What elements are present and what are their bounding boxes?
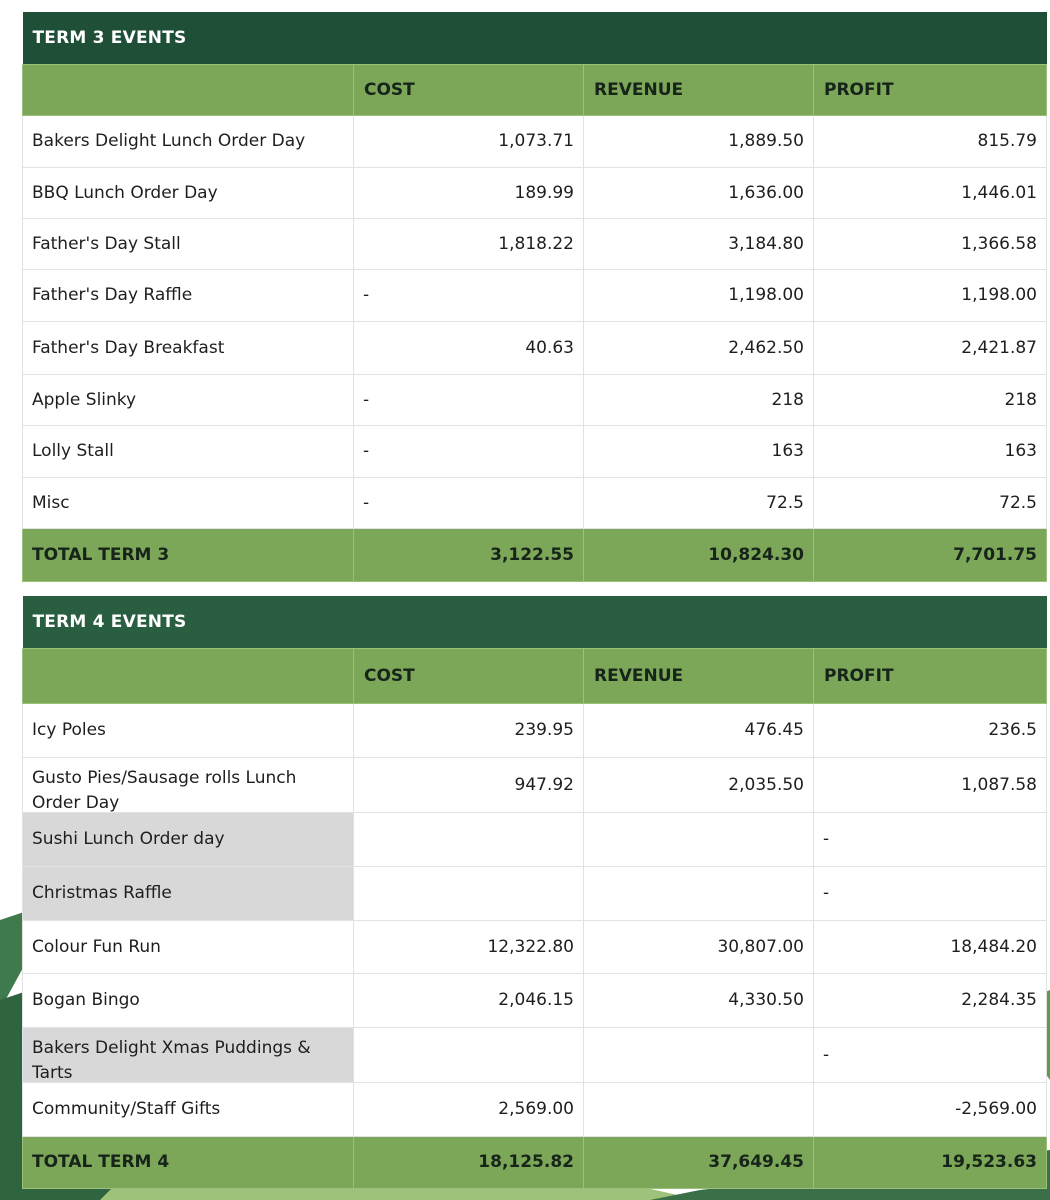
table-row bbox=[23, 703, 1047, 757]
table-row bbox=[23, 425, 1047, 477]
profit-cell: 2,421.87 bbox=[814, 321, 1047, 374]
table-row bbox=[23, 812, 1047, 866]
table-row bbox=[23, 1082, 1047, 1136]
cost-cell: 12,322.80 bbox=[354, 920, 584, 973]
profit-cell: 815.79 bbox=[814, 115, 1047, 167]
table-row bbox=[23, 866, 1047, 920]
cost-cell: 239.95 bbox=[354, 703, 584, 757]
cost-cell: 189.99 bbox=[354, 167, 584, 218]
event-name: Bakers Delight Lunch Order Day bbox=[23, 115, 354, 167]
table-row bbox=[23, 218, 1047, 269]
total-revenue: 10,824.30 bbox=[584, 528, 814, 581]
cost-cell: 2,046.15 bbox=[354, 973, 584, 1027]
event-name: Sushi Lunch Order day bbox=[23, 812, 354, 866]
table-row bbox=[23, 477, 1047, 528]
cost-cell bbox=[354, 812, 584, 866]
event-name: Father's Day Breakfast bbox=[23, 321, 354, 374]
table-row bbox=[23, 321, 1047, 374]
profit-cell: 236.5 bbox=[814, 703, 1047, 757]
event-name: Icy Poles bbox=[23, 703, 354, 757]
table-row bbox=[23, 920, 1047, 973]
term3-header-cost: COST bbox=[354, 64, 584, 115]
event-name: Father's Day Raffle bbox=[23, 269, 354, 321]
term3-total-row bbox=[23, 528, 1047, 581]
cost-cell bbox=[354, 866, 584, 920]
profit-cell: 2,284.35 bbox=[814, 973, 1047, 1027]
revenue-cell: 163 bbox=[584, 425, 814, 477]
total-profit: 7,701.75 bbox=[814, 528, 1047, 581]
revenue-cell: 218 bbox=[584, 374, 814, 425]
term4-header-cost: COST bbox=[354, 648, 584, 703]
term3-header-event bbox=[23, 64, 354, 115]
event-name: Bogan Bingo bbox=[23, 973, 354, 1027]
term4-header-revenue: REVENUE bbox=[584, 648, 814, 703]
event-name: Colour Fun Run bbox=[23, 920, 354, 973]
cost-cell: - bbox=[354, 477, 584, 528]
revenue-cell: 1,889.50 bbox=[584, 115, 814, 167]
term4-table bbox=[22, 596, 1046, 1189]
term3-table bbox=[22, 12, 1046, 582]
table-row bbox=[23, 167, 1047, 218]
table-row bbox=[23, 757, 1047, 812]
total-label: TOTAL TERM 3 bbox=[23, 528, 354, 581]
cost-cell bbox=[354, 1027, 584, 1082]
cost-cell: - bbox=[354, 374, 584, 425]
event-name: Misc bbox=[23, 477, 354, 528]
term4-header-event bbox=[23, 648, 354, 703]
profit-cell: - bbox=[814, 1027, 1047, 1082]
cost-cell: 1,818.22 bbox=[354, 218, 584, 269]
table-row bbox=[23, 269, 1047, 321]
profit-cell: 1,446.01 bbox=[814, 167, 1047, 218]
event-name: Apple Slinky bbox=[23, 374, 354, 425]
revenue-cell bbox=[584, 1082, 814, 1136]
revenue-cell: 476.45 bbox=[584, 703, 814, 757]
term3-title: TERM 3 EVENTS bbox=[23, 12, 1047, 64]
total-cost: 3,122.55 bbox=[354, 528, 584, 581]
cost-cell: 40.63 bbox=[354, 321, 584, 374]
event-name: Gusto Pies/Sausage rolls Lunch Order Day bbox=[23, 757, 354, 812]
term4-total-row bbox=[23, 1136, 1047, 1188]
revenue-cell: 2,035.50 bbox=[584, 757, 814, 812]
term3-header-row bbox=[23, 64, 1047, 115]
profit-cell: 72.5 bbox=[814, 477, 1047, 528]
profit-cell: 1,198.00 bbox=[814, 269, 1047, 321]
total-cost: 18,125.82 bbox=[354, 1136, 584, 1188]
profit-cell: -2,569.00 bbox=[814, 1082, 1047, 1136]
revenue-cell: 3,184.80 bbox=[584, 218, 814, 269]
revenue-cell: 1,198.00 bbox=[584, 269, 814, 321]
revenue-cell: 72.5 bbox=[584, 477, 814, 528]
cost-cell: - bbox=[354, 269, 584, 321]
revenue-cell: 2,462.50 bbox=[584, 321, 814, 374]
revenue-cell: 1,636.00 bbox=[584, 167, 814, 218]
profit-cell: - bbox=[814, 812, 1047, 866]
event-name: Bakers Delight Xmas Puddings & Tarts bbox=[23, 1027, 354, 1082]
event-name: Community/Staff Gifts bbox=[23, 1082, 354, 1136]
term3-header-profit: PROFIT bbox=[814, 64, 1047, 115]
revenue-cell: 4,330.50 bbox=[584, 973, 814, 1027]
profit-cell: 163 bbox=[814, 425, 1047, 477]
profit-cell: 218 bbox=[814, 374, 1047, 425]
profit-cell: 1,366.58 bbox=[814, 218, 1047, 269]
profit-cell: - bbox=[814, 866, 1047, 920]
total-profit: 19,523.63 bbox=[814, 1136, 1047, 1188]
revenue-cell bbox=[584, 812, 814, 866]
term4-header-row bbox=[23, 648, 1047, 703]
term4-header-profit: PROFIT bbox=[814, 648, 1047, 703]
cost-cell: - bbox=[354, 425, 584, 477]
table-row bbox=[23, 374, 1047, 425]
term4-title: TERM 4 EVENTS bbox=[23, 596, 1047, 648]
revenue-cell bbox=[584, 866, 814, 920]
cost-cell: 1,073.71 bbox=[354, 115, 584, 167]
table-row bbox=[23, 1027, 1047, 1082]
revenue-cell bbox=[584, 1027, 814, 1082]
revenue-cell: 30,807.00 bbox=[584, 920, 814, 973]
event-name: Christmas Raffle bbox=[23, 866, 354, 920]
table-row bbox=[23, 973, 1047, 1027]
total-revenue: 37,649.45 bbox=[584, 1136, 814, 1188]
table-row bbox=[23, 115, 1047, 167]
event-name: BBQ Lunch Order Day bbox=[23, 167, 354, 218]
event-name: Lolly Stall bbox=[23, 425, 354, 477]
event-name: Father's Day Stall bbox=[23, 218, 354, 269]
term3-header-revenue: REVENUE bbox=[584, 64, 814, 115]
profit-cell: 1,087.58 bbox=[814, 757, 1047, 812]
cost-cell: 2,569.00 bbox=[354, 1082, 584, 1136]
total-label: TOTAL TERM 4 bbox=[23, 1136, 354, 1188]
profit-cell: 18,484.20 bbox=[814, 920, 1047, 973]
cost-cell: 947.92 bbox=[354, 757, 584, 812]
